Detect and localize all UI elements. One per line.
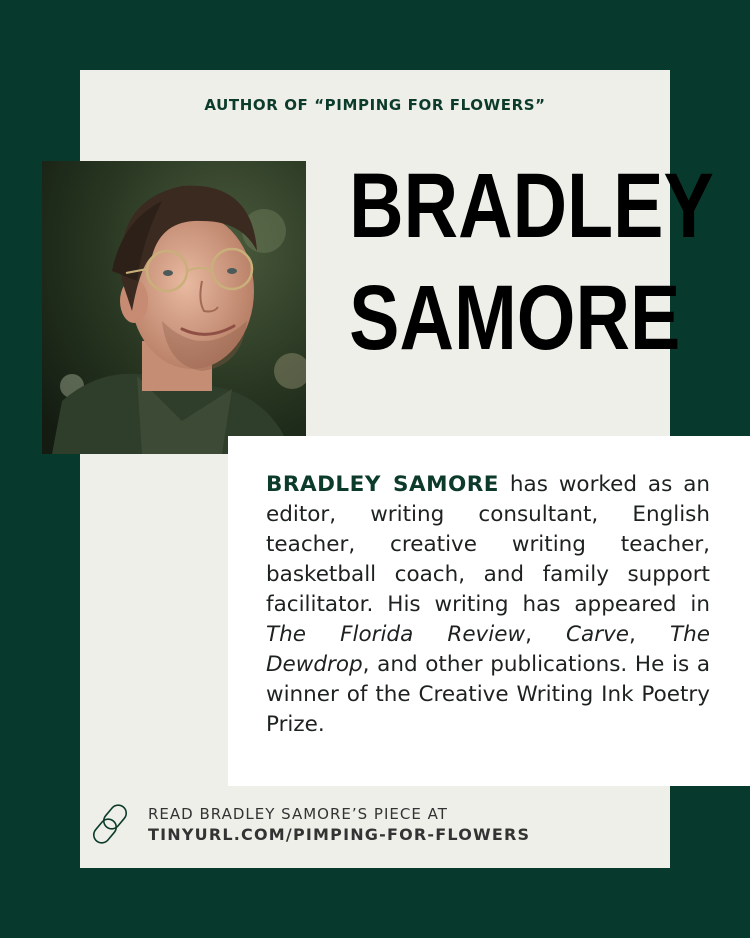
author-last-name: SAMORE: [349, 267, 681, 370]
author-photo: [42, 161, 306, 454]
bio-separator-2: ,: [629, 622, 671, 647]
author-first-name: BRADLEY: [349, 155, 714, 257]
piece-url-link[interactable]: TINYURL.COM/PIMPING-FOR-FLOWERS: [148, 825, 531, 844]
bio-publication-1: The Florida Review: [266, 622, 526, 647]
bio-publication-3: The Dewdrop: [266, 622, 711, 677]
link-icon: [90, 802, 132, 846]
bio-name: BRADLEY SAMORE: [266, 472, 499, 497]
author-bio: [266, 470, 710, 740]
author-name-heading: [349, 150, 714, 374]
read-piece-label: READ BRADLEY SAMORE’S PIECE AT: [148, 805, 448, 823]
bio-publication-2: Carve: [566, 622, 630, 647]
tagline: AUTHOR OF “PIMPING FOR FLOWERS”: [204, 96, 546, 114]
bio-separator-1: ,: [525, 622, 567, 647]
bio-text-1: has worked as an editor, writing consultant, English teacher, creative writing teacher, basketball coach, and family support facilitator. His writing has appeared in: [266, 472, 710, 617]
bio-text-2: , and other publications. He is a winner of the Creative Writing Ink Poetry Prize.: [266, 652, 710, 737]
